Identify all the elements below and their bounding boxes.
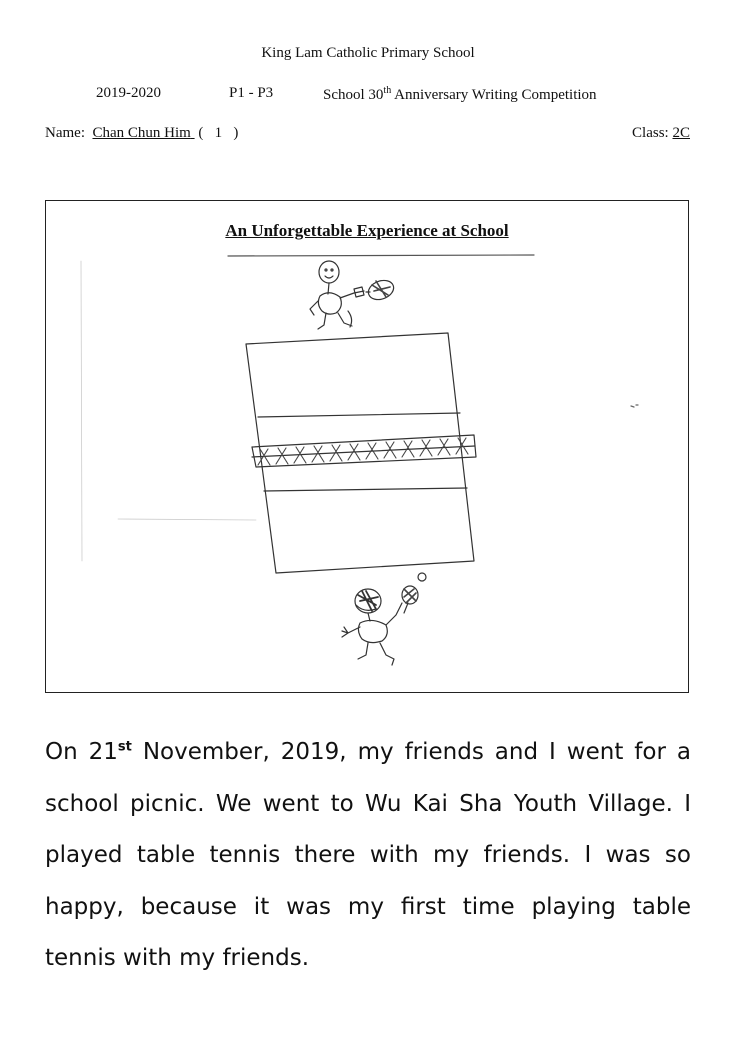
- number-open: (: [198, 125, 204, 141]
- student-name-row: [45, 125, 238, 142]
- competition-ordinal: th: [383, 85, 392, 96]
- name-label: Name:: [45, 125, 85, 141]
- competition-prefix: School 30: [323, 87, 384, 103]
- competition-suffix: Anniversary Writing Competition: [391, 87, 597, 103]
- student-number: 1: [214, 125, 223, 141]
- competition-title: [323, 85, 597, 104]
- table-tennis-drawing: [46, 201, 688, 692]
- grade-range: P1 - P3: [229, 85, 274, 101]
- story-paragraph: [45, 727, 691, 985]
- story-ordinal: st: [117, 739, 132, 755]
- school-name: King Lam Catholic Primary School: [261, 45, 475, 61]
- story-part2: November, 2019, my friends and I went for a school picnic. We went to Wu Kai Sha Youth Village. I played table tennis there with my friends. I was so happy, because it was my first time playing table tennis with my friends.: [45, 739, 691, 971]
- story-part1: On 21: [45, 739, 118, 765]
- tennis-table: [246, 333, 476, 573]
- top-player-figure: [310, 261, 396, 329]
- bottom-player-figure: [342, 573, 426, 665]
- number-close: ): [233, 125, 239, 141]
- class-label: Class:: [632, 125, 669, 141]
- drawing-box: [45, 200, 689, 693]
- school-year: 2019-2020: [96, 85, 161, 101]
- student-name: Chan Chun Him: [92, 125, 191, 141]
- drawing-title: An Unforgettable Experience at School: [225, 221, 509, 240]
- class-value: 2C: [672, 125, 690, 141]
- class-row: [632, 125, 690, 142]
